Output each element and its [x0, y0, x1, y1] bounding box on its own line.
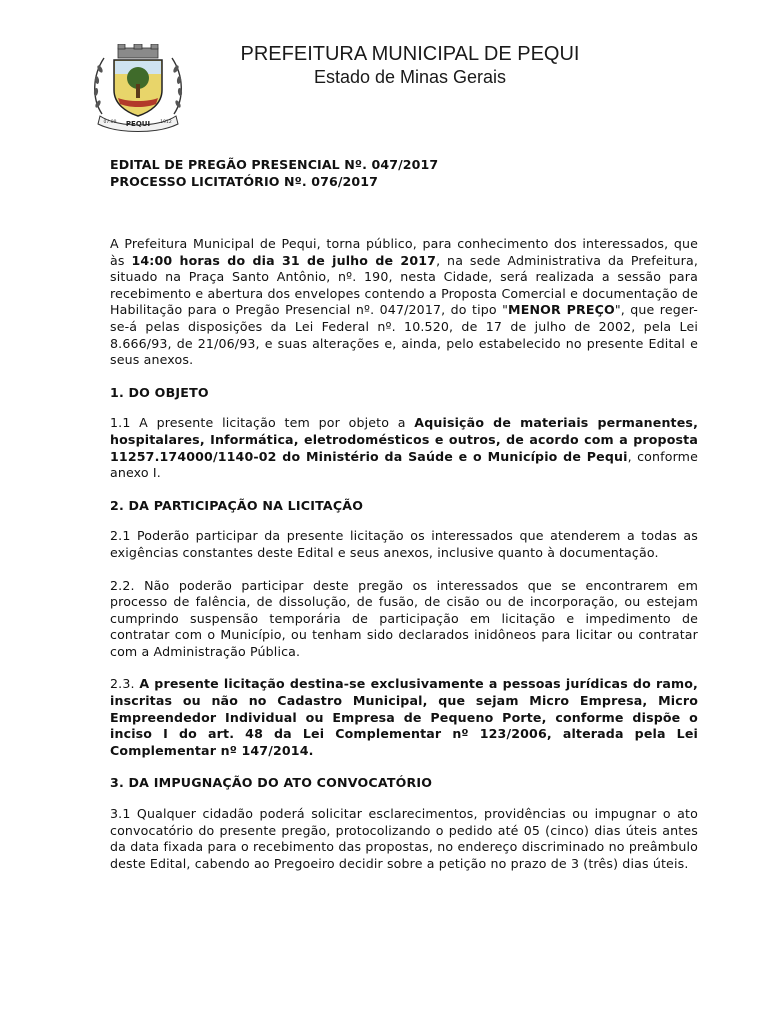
paragraph-1-1-tail: , conforme anexo I.: [110, 448, 698, 481]
crest-year-left: 07.09: [103, 120, 117, 125]
paragraph-1-1-object: Aquisição de materiais permanentes, hospitalares, Informática, eletrodomésticos e outros, de acordo com a proposta 11257.174000/1140-02 do Ministério da Saúde e o Município de Pequi: [110, 415, 699, 464]
intro-session-datetime: 14:00 horas do dia 31 de julho de 2017: [131, 252, 437, 268]
municipal-crest-logo: [88, 44, 188, 132]
intro-text-2: , na sede Administrativa da Prefeitura, situado na Praça Santo Antônio, nº. 190, nesta Cidade, será realizada a sessão para recebimento e abertura dos envelopes contendo a Proposta Comercial e documentação de Habilitação para o Pregão Presencial nº. 047/2017, do tipo ": [110, 252, 699, 318]
paragraph-2-3: [110, 676, 698, 759]
intro-type: MENOR PREÇO: [508, 302, 615, 318]
intro-text-3: ", que reger-se-á pelas disposições da Lei Federal nº. 10.520, de 17 de julho de 2002, pela Lei 8.666/93, de 21/06/93, e suas alterações e, ainda, pelo estabelecido no presente Edital e seus anexos.: [110, 302, 698, 368]
paragraph-2-1: 2.1 Poderão participar da presente licitação os interessados que atenderem a todas as exigências constantes deste Edital e seus anexos, inclusive quanto à documentação.: [110, 528, 698, 560]
document-header: [190, 42, 630, 88]
intro-text-1: A Prefeitura Municipal de Pequi, torna público, para conhecimento dos interessados, que às: [110, 236, 698, 268]
paragraph-3-1: 3.1 Qualquer cidadão poderá solicitar esclarecimentos, providências ou impugnar o ato convocatório do presente pregão, protocolizando o pedido até 05 (cinco) dias úteis antes da data fixada para o recebimento das propostas, no endereço discriminado no preâmbulo deste Edital, cabendo ao Pregoeiro decidir sobre a petição no prazo de 3 (três) dias úteis.: [110, 806, 698, 871]
header-subtitle: Estado de Minas Gerais: [313, 67, 507, 87]
crest-year-right: 1912: [160, 120, 172, 125]
paragraph-2-3-text: A presente licitação destina-se exclusivamente a pessoas jurídicas do ramo, inscritas ou não no Cadastro Municipal, que sejam Micro Empresa, Micro Empreendedor Individual ou Empresa de Pequeno Porte, conforme dispõe o inciso I do art. 48 da Lei Complementar nº 123/2006, alterada pela Lei Complementar nº 147/2014.: [110, 676, 698, 758]
paragraph-1-1: [110, 415, 698, 481]
paragraph-1-1-text: 1.1 A presente licitação tem por objeto a: [110, 415, 415, 431]
section-heading-participacao: 2. DA PARTICIPAÇÃO NA LICITAÇÃO: [110, 497, 364, 513]
crest-banner-text: PEQUI: [125, 120, 151, 128]
paragraph-2-3-number: 2.3.: [110, 676, 140, 692]
edital-number: EDITAL DE PREGÃO PRESENCIAL Nº. 047/2017: [110, 157, 439, 172]
paragraph-2-2: 2.2. Não poderão participar deste pregão os interessados que se encontrarem em processo de falência, de dissolução, de fusão, de cisão ou de incorporação, ou estejam cumprindo suspensão temporária de participação em licitação e impedimento de contratar com o Município, ou tenham sido declarados inidôneos para licitar ou contratar com a Administração Pública.: [110, 577, 698, 659]
edital-heading: [110, 156, 438, 190]
document-body: [110, 236, 698, 888]
section-heading-objeto: 1. DO OBJETO: [110, 384, 209, 400]
header-title: PREFEITURA MUNICIPAL DE PEQUI: [240, 43, 580, 65]
process-number: PROCESSO LICITATÓRIO Nº. 076/2017: [110, 174, 378, 189]
section-heading-impugnacao: 3. DA IMPUGNAÇÃO DO ATO CONVOCATÓRIO: [110, 775, 433, 791]
intro-paragraph: [110, 236, 698, 369]
